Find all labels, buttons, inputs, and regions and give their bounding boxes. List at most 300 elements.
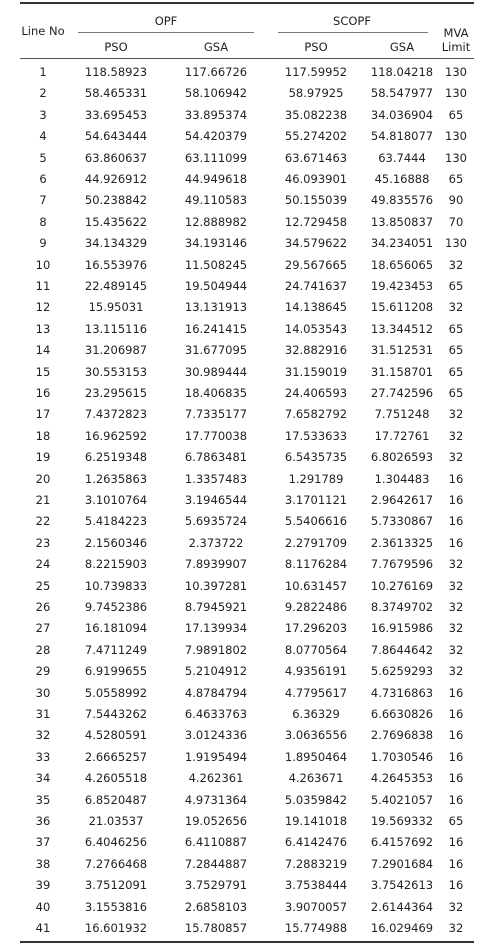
mva-limit-cell: 32: [448, 621, 464, 636]
line-no-cell: 18: [35, 428, 51, 443]
table-row: [20, 618, 474, 638]
opf-gsa-cell: 11.508245: [184, 257, 248, 272]
mva-limit-cell: 32: [448, 664, 464, 679]
opf-gsa-cell: 2.373722: [188, 535, 244, 550]
opf-gsa-cell: 63.111099: [184, 150, 248, 165]
mva-limit-cell: 16: [448, 792, 464, 807]
mva-limit-cell: 16: [448, 728, 464, 743]
opf-pso-cell: 2.6665257: [84, 749, 148, 764]
opf-pso-cell: 8.2215903: [84, 557, 148, 572]
table-row: [20, 640, 474, 660]
line-no-cell: 36: [35, 814, 51, 828]
opf-gsa-cell: 44.949618: [184, 172, 248, 186]
opf-pso-cell: 118.58923: [84, 65, 148, 79]
opf-pso-cell: 16.181094: [84, 621, 148, 636]
mva-limit-cell: 130: [445, 65, 467, 79]
opf-gsa-cell: 5.2104912: [184, 664, 248, 679]
scopf-gsa-cell: 16.029469: [370, 921, 434, 935]
opf-pso-cell: 3.7512091: [84, 878, 148, 893]
opf-gsa-cell: 17.139934: [184, 621, 248, 636]
opf-gsa-cell: 54.420379: [184, 129, 248, 144]
scopf-gsa-cell: 58.547977: [370, 86, 434, 101]
scopf-pso-cell: 55.274202: [284, 129, 348, 144]
line-no-cell: 3: [39, 107, 47, 122]
opf-gsa-cell: 2.6858103: [184, 899, 248, 914]
line-no-cell: 33: [35, 749, 51, 764]
opf-pso-cell: 21.03537: [88, 814, 144, 828]
line-no-cell: 5: [39, 150, 47, 165]
opf-pso-cell: 3.1553816: [84, 899, 148, 914]
scopf-gsa-cell: 15.611208: [370, 300, 434, 315]
scopf-pso-cell: 1.291789: [288, 471, 344, 486]
scopf-gsa-cell: 1.304483: [374, 471, 430, 486]
scopf-pso-cell: 29.567665: [284, 257, 348, 272]
scopf-pso-cell: 5.5406616: [284, 514, 348, 529]
table-row: [20, 255, 474, 275]
results-table: [8, 0, 474, 952]
line-no-cell: 32: [35, 728, 51, 743]
table-row: [20, 233, 474, 253]
scopf-pso-cell: 34.579622: [284, 236, 348, 251]
table-row: [20, 897, 474, 917]
mva-limit-cell: 16: [448, 771, 464, 786]
line-no-cell: 15: [35, 364, 51, 379]
scopf-pso-cell: 24.741637: [284, 279, 348, 293]
table-row: [20, 447, 474, 467]
table-row: [20, 725, 474, 745]
opf-gsa-cell: 58.106942: [184, 86, 248, 101]
opf-pso-cell: 5.0558992: [84, 685, 148, 700]
table-row: [20, 276, 474, 296]
scopf-pso-cell: 8.1176284: [284, 557, 348, 572]
header-mva-limit: MVA Limit: [441, 26, 471, 54]
scopf-pso-cell: 17.533633: [284, 428, 348, 443]
scopf-pso-cell: 35.082238: [284, 107, 348, 122]
opf-pso-cell: 22.489145: [84, 279, 148, 293]
scopf-pso-cell: 63.671463: [284, 150, 348, 165]
scopf-gsa-cell: 17.72761: [374, 428, 430, 443]
mva-limit-cell: 32: [448, 428, 464, 443]
header-opf: OPF: [154, 14, 178, 28]
table-top-rule: [20, 2, 474, 4]
table-row: [20, 340, 474, 360]
scopf-gsa-cell: 7.2901684: [370, 856, 434, 871]
table-row: [20, 811, 474, 831]
opf-gsa-cell: 3.7529791: [184, 878, 248, 893]
line-no-cell: 35: [35, 792, 51, 807]
opf-gsa-cell: 3.0124336: [184, 728, 248, 743]
line-no-cell: 19: [35, 450, 51, 465]
mva-limit-cell: 65: [448, 343, 464, 358]
mva-limit-cell: 32: [448, 899, 464, 914]
opf-gsa-cell: 6.7863481: [184, 450, 248, 465]
line-no-cell: 7: [39, 193, 47, 208]
scopf-gsa-cell: 2.3613325: [370, 535, 434, 550]
table-row: [20, 169, 474, 189]
scopf-gsa-cell: 5.7330867: [370, 514, 434, 529]
line-no-cell: 1: [39, 65, 47, 79]
opf-gsa-cell: 117.66726: [184, 65, 248, 79]
scopf-gsa-cell: 2.6144364: [370, 899, 434, 914]
mva-limit-cell: 130: [445, 86, 467, 101]
line-no-cell: 6: [39, 172, 47, 186]
header-scopf-pso: PSO: [304, 40, 328, 54]
opf-pso-cell: 31.206987: [84, 343, 148, 358]
scopf-pso-cell: 4.7795617: [284, 685, 348, 700]
line-no-cell: 23: [35, 535, 51, 550]
opf-pso-cell: 16.601932: [84, 921, 148, 935]
header-scopf-gsa: GSA: [389, 40, 415, 54]
table-row: [20, 576, 474, 596]
opf-gsa-cell: 34.193146: [184, 236, 248, 251]
scopf-pso-cell: 58.97925: [288, 86, 344, 101]
mva-limit-cell: 32: [448, 557, 464, 572]
opf-pso-cell: 3.1010764: [84, 493, 148, 507]
table-row: [20, 362, 474, 382]
mva-limit-cell: 32: [448, 578, 464, 593]
table-row: [20, 126, 474, 146]
opf-gsa-cell: 8.7945921: [184, 600, 248, 614]
table-row: [20, 832, 474, 852]
mva-limit-cell: 32: [448, 300, 464, 315]
mva-limit-cell: 32: [448, 600, 464, 614]
line-no-cell: 20: [35, 471, 51, 486]
line-no-cell: 11: [35, 279, 51, 293]
line-no-cell: 12: [35, 300, 51, 315]
line-no-cell: 27: [35, 621, 51, 636]
table-row: [20, 469, 474, 489]
table-row: [20, 533, 474, 553]
opf-gsa-cell: 1.9195494: [184, 749, 248, 764]
scopf-pso-cell: 3.9070057: [284, 899, 348, 914]
line-no-cell: 40: [35, 899, 51, 914]
scopf-gsa-cell: 31.158701: [370, 364, 434, 379]
scopf-pso-cell: 19.141018: [284, 814, 348, 828]
scopf-pso-cell: 31.159019: [284, 364, 348, 379]
scopf-gsa-cell: 19.423453: [370, 279, 434, 293]
table-bottom-rule: [20, 941, 474, 943]
line-no-cell: 16: [35, 386, 51, 400]
table-row: [20, 597, 474, 617]
table-row: [20, 212, 474, 232]
mva-limit-cell: 32: [448, 642, 464, 657]
opf-pso-cell: 33.695453: [84, 107, 148, 122]
opf-gsa-cell: 15.780857: [184, 921, 248, 935]
opf-gsa-cell: 7.2844887: [184, 856, 248, 871]
table-row: [20, 190, 474, 210]
scopf-gsa-cell: 45.16888: [374, 172, 430, 186]
line-no-cell: 22: [35, 514, 51, 529]
scopf-gsa-cell: 118.04218: [370, 65, 434, 79]
scopf-gsa-cell: 4.2645353: [370, 771, 434, 786]
scopf-gsa-cell: 31.512531: [370, 343, 434, 358]
opf-gsa-cell: 17.770038: [184, 428, 248, 443]
scopf-pso-cell: 15.774988: [284, 921, 348, 935]
scopf-gsa-cell: 63.7444: [378, 150, 426, 165]
line-no-cell: 14: [35, 343, 51, 358]
table-row: [20, 148, 474, 168]
scopf-gsa-cell: 19.569332: [370, 814, 434, 828]
opf-gsa-cell: 13.131913: [184, 300, 248, 315]
mva-limit-cell: 32: [448, 257, 464, 272]
scopf-gsa-cell: 5.6259293: [370, 664, 434, 679]
line-no-cell: 24: [35, 557, 51, 572]
scopf-gsa-cell: 7.7679596: [370, 557, 434, 572]
mva-limit-cell: 70: [448, 214, 464, 229]
table-row: [20, 383, 474, 403]
line-no-cell: 26: [35, 600, 51, 614]
scopf-pso-cell: 6.5435735: [284, 450, 348, 465]
opf-pso-cell: 7.2766468: [84, 856, 148, 871]
line-no-cell: 10: [35, 257, 51, 272]
opf-gsa-cell: 6.4110887: [184, 835, 248, 850]
opf-gsa-cell: 10.397281: [184, 578, 248, 593]
opf-pso-cell: 58.465331: [84, 86, 148, 101]
scopf-pso-cell: 14.138645: [284, 300, 348, 315]
opf-pso-cell: 7.5443262: [84, 707, 148, 721]
scopf-gsa-cell: 1.7030546: [370, 749, 434, 764]
scopf-gsa-cell: 13.344512: [370, 321, 434, 336]
opf-pso-cell: 16.962592: [84, 428, 148, 443]
scopf-gsa-cell: 2.9642617: [370, 493, 434, 507]
mva-limit-cell: 16: [448, 835, 464, 850]
opf-gsa-cell: 12.888982: [184, 214, 248, 229]
opf-gsa-cell: 7.8939907: [184, 557, 248, 572]
line-no-cell: 8: [39, 214, 47, 229]
mva-limit-cell: 90: [448, 193, 464, 208]
table-row: [20, 747, 474, 767]
mva-limit-cell: 32: [448, 407, 464, 422]
opf-pso-cell: 4.5280591: [84, 728, 148, 743]
table-row: [20, 297, 474, 317]
line-no-cell: 28: [35, 642, 51, 657]
scopf-pso-cell: 7.2883219: [284, 856, 348, 871]
line-no-cell: 39: [35, 878, 51, 893]
scopf-pso-cell: 32.882916: [284, 343, 348, 358]
scopf-gsa-cell: 13.850837: [370, 214, 434, 229]
scopf-pso-cell: 24.406593: [284, 386, 348, 400]
mva-limit-cell: 130: [445, 150, 467, 165]
line-no-cell: 30: [35, 685, 51, 700]
scopf-gsa-cell: 4.7316863: [370, 685, 434, 700]
table-row: [20, 683, 474, 703]
scopf-gsa-cell: 6.4157692: [370, 835, 434, 850]
scopf-gsa-cell: 18.656065: [370, 257, 434, 272]
header-scopf: SCOPF: [333, 14, 371, 28]
opf-gsa-cell: 4.262361: [188, 771, 244, 786]
scopf-pso-cell: 4.263671: [288, 771, 344, 786]
opf-gsa-cell: 4.8784794: [184, 685, 248, 700]
scopf-pso-cell: 1.8950464: [284, 749, 348, 764]
scopf-pso-cell: 3.7538444: [284, 878, 348, 893]
header-bottom-rule: [20, 58, 474, 59]
mva-limit-cell: 16: [448, 493, 464, 507]
scopf-gsa-cell: 10.276169: [370, 578, 434, 593]
line-no-cell: 21: [35, 493, 51, 507]
scopf-pso-cell: 14.053543: [284, 321, 348, 336]
table-row: [20, 704, 474, 724]
scopf-gsa-cell: 54.818077: [370, 129, 434, 144]
mva-limit-cell: 32: [448, 450, 464, 465]
opf-pso-cell: 2.1560346: [84, 535, 148, 550]
mva-limit-cell: 32: [448, 921, 464, 935]
scopf-gsa-cell: 27.742596: [370, 386, 434, 400]
opf-pso-cell: 7.4372823: [84, 407, 148, 422]
scopf-pso-cell: 3.1701121: [284, 493, 348, 507]
scopf-pso-cell: 3.0636556: [284, 728, 348, 743]
mva-limit-cell: 65: [448, 321, 464, 336]
mva-limit-cell: 16: [448, 471, 464, 486]
opf-gsa-cell: 4.9731364: [184, 792, 248, 807]
table-row: [20, 661, 474, 681]
header-opf-pso: PSO: [104, 40, 128, 54]
table-row: [20, 790, 474, 810]
opf-pso-cell: 50.238842: [84, 193, 148, 208]
scopf-gsa-cell: 2.7696838: [370, 728, 434, 743]
scopf-pso-cell: 117.59952: [284, 65, 348, 79]
scopf-group-rule: [278, 32, 428, 33]
scopf-pso-cell: 6.36329: [292, 707, 340, 721]
opf-gsa-cell: 7.9891802: [184, 642, 248, 657]
table-row: [20, 854, 474, 874]
scopf-gsa-cell: 6.6630826: [370, 707, 434, 721]
opf-pso-cell: 7.4711249: [84, 642, 148, 657]
table-row: [20, 319, 474, 339]
mva-limit-cell: 130: [445, 236, 467, 251]
opf-pso-cell: 6.8520487: [84, 792, 148, 807]
mva-limit-cell: 16: [448, 878, 464, 893]
scopf-pso-cell: 12.729458: [284, 214, 348, 229]
scopf-pso-cell: 17.296203: [284, 621, 348, 636]
opf-pso-cell: 23.295615: [84, 386, 148, 400]
mva-limit-cell: 130: [445, 129, 467, 144]
mva-limit-cell: 65: [448, 814, 464, 828]
mva-limit-cell: 65: [448, 107, 464, 122]
table-row: [20, 62, 474, 82]
opf-gsa-cell: 49.110583: [184, 193, 248, 208]
scopf-gsa-cell: 3.7542613: [370, 878, 434, 893]
table-row: [20, 554, 474, 574]
opf-gsa-cell: 30.989444: [184, 364, 248, 379]
scopf-pso-cell: 8.0770564: [284, 642, 348, 657]
line-no-cell: 25: [35, 578, 51, 593]
table-row: [20, 426, 474, 446]
opf-pso-cell: 1.2635863: [84, 471, 148, 486]
header-opf-gsa: GSA: [203, 40, 229, 54]
opf-group-rule: [78, 32, 254, 33]
header-line-no: Line No: [21, 24, 65, 38]
scopf-pso-cell: 5.0359842: [284, 792, 348, 807]
opf-gsa-cell: 6.4633763: [184, 707, 248, 721]
scopf-pso-cell: 9.2822486: [284, 600, 348, 614]
mva-limit-cell: 65: [448, 364, 464, 379]
table-row: [20, 918, 474, 938]
scopf-pso-cell: 6.4142476: [284, 835, 348, 850]
table-row: [20, 768, 474, 788]
mva-limit-cell: 16: [448, 685, 464, 700]
opf-pso-cell: 10.739833: [84, 578, 148, 593]
opf-pso-cell: 9.7452386: [84, 600, 148, 614]
scopf-pso-cell: 2.2791709: [284, 535, 348, 550]
scopf-pso-cell: 50.155039: [284, 193, 348, 208]
scopf-gsa-cell: 7.751248: [374, 407, 430, 422]
scopf-gsa-cell: 8.3749702: [370, 600, 434, 614]
mva-limit-cell: 65: [448, 386, 464, 400]
table-row: [20, 875, 474, 895]
mva-limit-cell: 16: [448, 856, 464, 871]
scopf-gsa-cell: 5.4021057: [370, 792, 434, 807]
scopf-pso-cell: 46.093901: [284, 172, 348, 186]
opf-pso-cell: 54.643444: [84, 129, 148, 144]
mva-limit-cell: 16: [448, 707, 464, 721]
mva-limit-cell: 16: [448, 535, 464, 550]
scopf-pso-cell: 10.631457: [284, 578, 348, 593]
scopf-gsa-cell: 6.8026593: [370, 450, 434, 465]
opf-gsa-cell: 3.1946544: [184, 493, 248, 507]
opf-gsa-cell: 7.7335177: [184, 407, 248, 422]
opf-pso-cell: 5.4184223: [84, 514, 148, 529]
scopf-gsa-cell: 34.234051: [370, 236, 434, 251]
opf-pso-cell: 44.926912: [84, 172, 148, 186]
opf-pso-cell: 4.2605518: [84, 771, 148, 786]
opf-gsa-cell: 16.241415: [184, 321, 248, 336]
mva-limit-cell: 65: [448, 279, 464, 293]
table-row: [20, 105, 474, 125]
opf-pso-cell: 6.4046256: [84, 835, 148, 850]
line-no-cell: 38: [35, 856, 51, 871]
opf-gsa-cell: 33.895374: [184, 107, 248, 122]
opf-gsa-cell: 31.677095: [184, 343, 248, 358]
opf-gsa-cell: 19.504944: [184, 279, 248, 293]
table-row: [20, 83, 474, 103]
line-no-cell: 4: [39, 129, 47, 144]
opf-gsa-cell: 1.3357483: [184, 471, 248, 486]
mva-limit-cell: 16: [448, 749, 464, 764]
opf-pso-cell: 13.115116: [84, 321, 148, 336]
scopf-gsa-cell: 7.8644642: [370, 642, 434, 657]
line-no-cell: 37: [35, 835, 51, 850]
opf-pso-cell: 34.134329: [84, 236, 148, 251]
scopf-pso-cell: 7.6582792: [284, 407, 348, 422]
opf-pso-cell: 16.553976: [84, 257, 148, 272]
line-no-cell: 31: [35, 707, 51, 721]
line-no-cell: 13: [35, 321, 51, 336]
opf-pso-cell: 15.435622: [84, 214, 148, 229]
scopf-gsa-cell: 34.036904: [370, 107, 434, 122]
opf-pso-cell: 15.95031: [88, 300, 144, 315]
line-no-cell: 17: [35, 407, 51, 422]
opf-pso-cell: 63.860637: [84, 150, 148, 165]
opf-pso-cell: 6.9199655: [84, 664, 148, 679]
scopf-pso-cell: 4.9356191: [284, 664, 348, 679]
mva-limit-cell: 16: [448, 514, 464, 529]
scopf-gsa-cell: 49.835576: [370, 193, 434, 208]
line-no-cell: 29: [35, 664, 51, 679]
line-no-cell: 34: [35, 771, 51, 786]
line-no-cell: 41: [35, 921, 51, 935]
opf-gsa-cell: 5.6935724: [184, 514, 248, 529]
mva-limit-cell: 65: [448, 172, 464, 186]
opf-pso-cell: 6.2519348: [84, 450, 148, 465]
table-row: [20, 511, 474, 531]
opf-gsa-cell: 18.406835: [184, 386, 248, 400]
scopf-gsa-cell: 16.915986: [370, 621, 434, 636]
line-no-cell: 2: [39, 86, 47, 101]
opf-gsa-cell: 19.052656: [184, 814, 248, 828]
line-no-cell: 9: [39, 236, 47, 251]
table-row: [20, 404, 474, 424]
table-row: [20, 490, 474, 510]
